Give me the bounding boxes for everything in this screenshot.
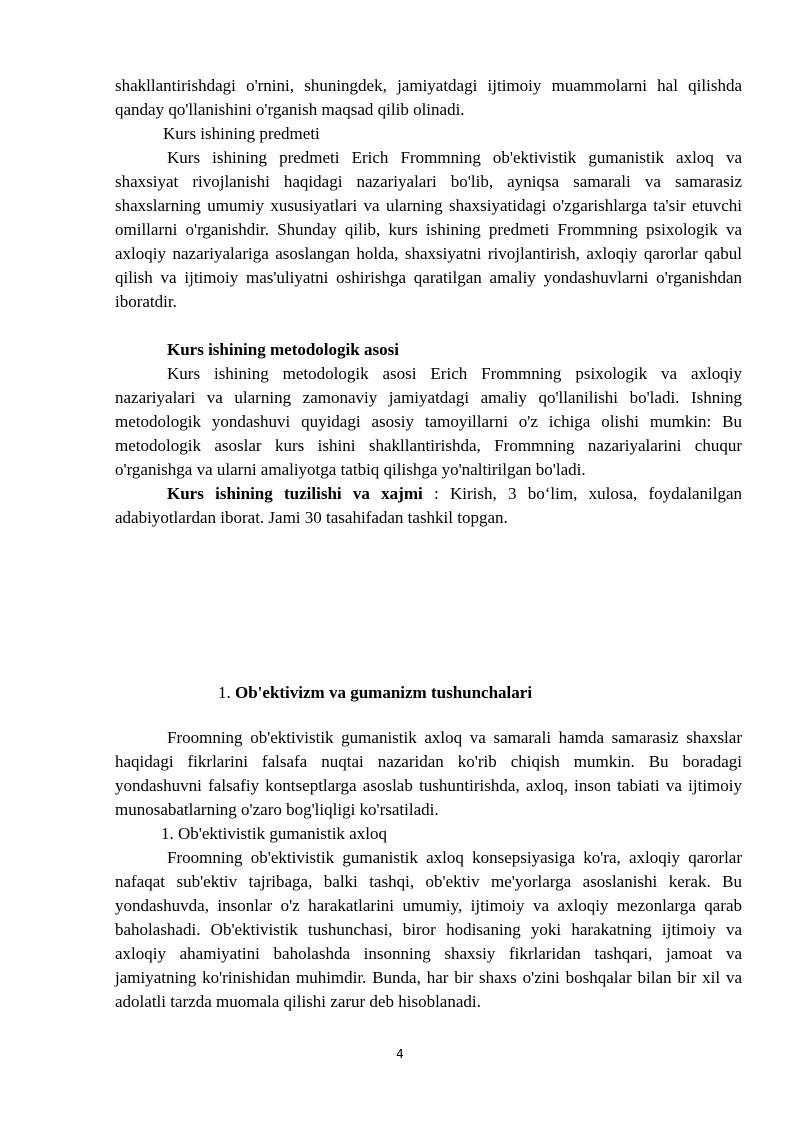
page-number: 4 bbox=[396, 1047, 404, 1061]
structure-paragraph bbox=[115, 482, 742, 530]
methodology-heading: Kurs ishining metodologik asosi bbox=[167, 340, 399, 359]
subject-heading: Kurs ishining predmeti bbox=[163, 124, 320, 143]
chapter-title: Ob'ektivizm va gumanizm tushunchalari bbox=[235, 683, 533, 702]
section-paragraph: Froomning ob'ektivistik gumanistik axloq konsepsiyasiga ko'ra, axloqiy qarorlar nafaqat sub'ektiv tajribaga, balki tashqi, ob'ektiv me'yorlarga asoslanishi kerak. Bu yondashuvda, insonlar o'z harakatlarini umumiy, ijtimoiy va axloqiy mezonlarga qarab baholashadi. Ob'ektivistik tushunchasi, biror hodisaning yoki harakatning ijtimoiy va axloqiy ahamiyatini baholashda insonning shaxsiy fikrlaridan tashqari, jamoat va jamiyatning ko'rinishidan muhimdir. Bunda, har bir shaxs o'zini boshqalar bilan bir xil va adolatli tarzda muomala qilishi zarur deb hisoblanadi. bbox=[115, 848, 742, 1011]
subject-paragraph: Kurs ishining predmeti Erich Frommning ob'ektivistik gumanistik axloq va shaxsiyat rivojlanishi haqidagi nazariyalari bo'lib, ayniqsa samarali va samarasiz shaxslarning umumiy xususiyatlari va ularning shaxsiyatidagi o'zgarishlarga ta'sir etuvchi omillarni o'rganishdir. Shunday qilib, kurs ishining predmeti Frommning psixologik va axloqiy nazariyalariga asoslangan holda, shaxsiyatni rivojlantirish, axloqiy qarorlar qabul qilish va ijtimoiy mas'uliyatni oshirishga qaratilgan amaliy yondashuvlarni o'rganishdan iboratdir. bbox=[115, 148, 742, 311]
blank-line bbox=[115, 314, 742, 338]
structure-text: : Kirish, 3 bo‘lim, xulosa, foydalanilgan adabiyotlardan iborat. Jami 30 tasahifadan tashkil topgan. bbox=[115, 484, 742, 527]
methodology-paragraph: Kurs ishining metodologik asosi Erich Frommning psixologik va axloqiy nazariyalari va ularning zamonaviy jamiyatdagi amaliy qo'llanilishi bo'ladi. Ishning metodologik yondashuvi quyidagi asosiy tamoyillarni o'z ichiga olishi mumkin: Bu metodologik asoslar kurs ishini shakllantirishda, Frommning nazariyalarini chuqur o'rganishga va ularni amaliyotga tatbiq qilishga yo'naltirilgan bo'ladi. bbox=[115, 364, 742, 479]
chapter-number: 1. bbox=[218, 683, 235, 702]
chapter-heading bbox=[218, 681, 532, 705]
section-subheading: 1. Ob'ektivistik gumanistik axloq bbox=[161, 824, 387, 843]
intro-paragraph: shakllantirishdagi o'rnini, shuningdek, jamiyatdagi ijtimoiy muammolarni hal qilishda qanday qo'llanishini o'rganish maqsad qilib olinadi. bbox=[115, 76, 742, 119]
chapter-intro-paragraph: Froomning ob'ektivistik gumanistik axloq va samarali hamda samarasiz shaxslar haqidagi fikrlarini falsafa nuqtai nazaridan ko'rib chiqish mumkin. Bu boradagi yondashuvni falsafiy kontseptlarga asoslab tushuntirishda, axloq, inson tabiati va ijtimoiy munosabatlarning o'zaro bog'liqligi ko'rsatiladi. bbox=[115, 728, 742, 819]
top-text-section bbox=[115, 74, 742, 530]
structure-label: Kurs ishining tuzilishi va xajmi bbox=[167, 484, 423, 503]
bottom-text-section bbox=[115, 726, 742, 1014]
